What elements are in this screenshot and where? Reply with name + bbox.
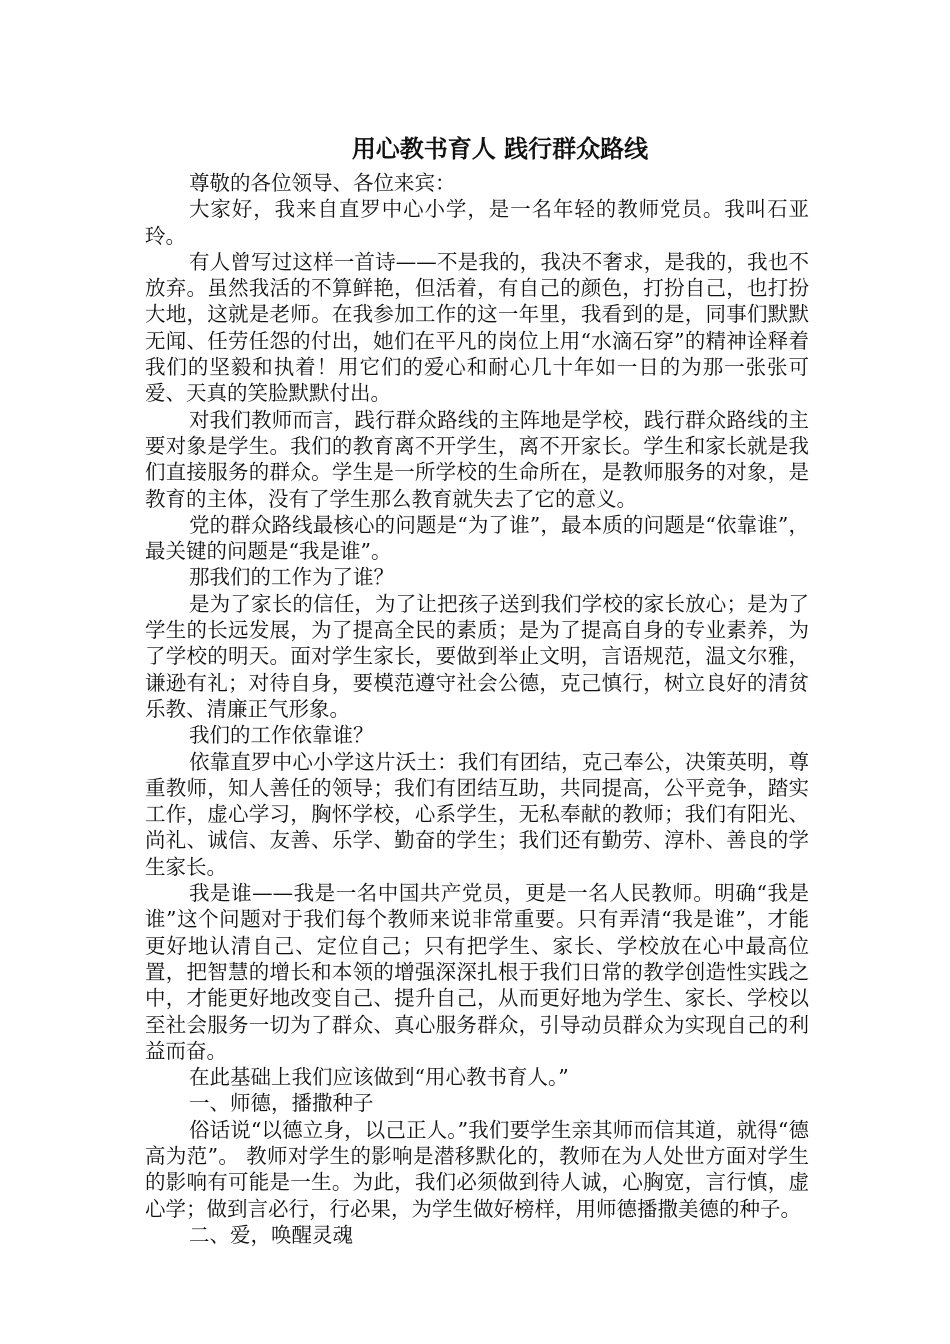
paragraph: 依靠直罗中心小学这片沃土：我们有团结，克己奉公，决策英明，尊重教师，知人善任的领导；我们有团结互助，共同提高，公平竞争，踏实工作，虚心学习，胸怀学校，心系学生，无私奉献的教师；我们有阳光、尚礼、诚信、友善、乐学、勤奋的学生；我们还有勤劳、淳朴、善良的学生家长。 — [145, 749, 809, 879]
paragraph-question: 那我们的工作为了谁？ — [189, 565, 394, 590]
section-heading: 二、爱，唤醒灵魂 — [189, 1222, 353, 1247]
paragraph: 俗话说“以德立身，以己正人。”我们要学生亲其师而信其道，就得“德高为范”。 教师对学生的影响是潜移默化的，教师在为人处世方面对学生的影响有可能是一生。为此，我们必须做到待人诚，心胸宽，言行慎，虚心学；做到言必行，行必果，为学生做好榜样，用师德播撒美德的种子。 — [145, 1117, 809, 1221]
paragraph-salutation: 尊敬的各位领导、各位来宾： — [189, 171, 456, 195]
paragraph-introduction: 大家好，我来自直罗中心小学，是一名年轻的教师党员。我叫石亚玲。 — [145, 197, 809, 248]
paragraph-question: 我们的工作依靠谁？ — [189, 723, 374, 748]
section-heading: 一、师德，播撒种子 — [189, 1091, 374, 1116]
document-body — [145, 170, 809, 1248]
document-title: 用心教书育人 践行群众路线 — [351, 135, 649, 163]
paragraph: 对我们教师而言，践行群众路线的主阵地是学校，践行群众路线的主要对象是学生。我们的教育离不开学生，离不开家长。学生和家长就是我们直接服务的群众。学生是一所学校的生命所在，是教师服务的对象，是教育的主体，没有了学生那么教育就失去了它的意义。 — [145, 407, 809, 511]
paragraph: 是为了家长的信任，为了让把孩子送到我们学校的家长放心；是为了学生的长远发展，为了提高全民的素质；是为了提高自身的专业素养，为了学校的明天。面对学生家长，要做到举止文明，言语规范，温文尔雅，谦逊有礼；对待自身，要模范遵守社会公德，克己慎行，树立良好的清贫乐教、清廉正气形象。 — [145, 591, 809, 721]
paragraph: 在此基础上我们应该做到“用心教书育人。” — [189, 1065, 569, 1090]
paragraph: 有人曾写过这样一首诗——不是我的，我决不奢求，是我的，我也不放弃。虽然我活的不算鲜艳，但活着，有自己的颜色，打扮自己，也打扮大地，这就是老师。在我参加工作的这一年里，我看到的是，同事们默默无闻、任劳任怨的付出，她们在平凡的岗位上用“水滴石穿”的精神诠释着我们的坚毅和执着！用它们的爱心和耐心几十年如一日的为那一张张可爱、天真的笑脸默默付出。 — [145, 249, 809, 406]
paragraph: 我是谁——我是一名中国共产党员，更是一名人民教师。明确“我是谁”这个问题对于我们每个教师来说非常重要。只有弄清“我是谁”，才能更好地认清自己、定位自己；只有把学生、家长、学校放在心中最高位置，把智慧的增长和本领的增强深深扎根于我们日常的教学创造性实践之中，才能更好地改变自己、提升自己，从而更好地为学生、家长、学校以至社会服务一切为了群众、真心服务群众，引导动员群众为实现自己的利益而奋。 — [145, 881, 809, 1063]
paragraph: 党的群众路线最核心的问题是“为了谁”，最本质的问题是“依靠谁”，最关键的问题是“我是谁”。 — [145, 512, 809, 564]
